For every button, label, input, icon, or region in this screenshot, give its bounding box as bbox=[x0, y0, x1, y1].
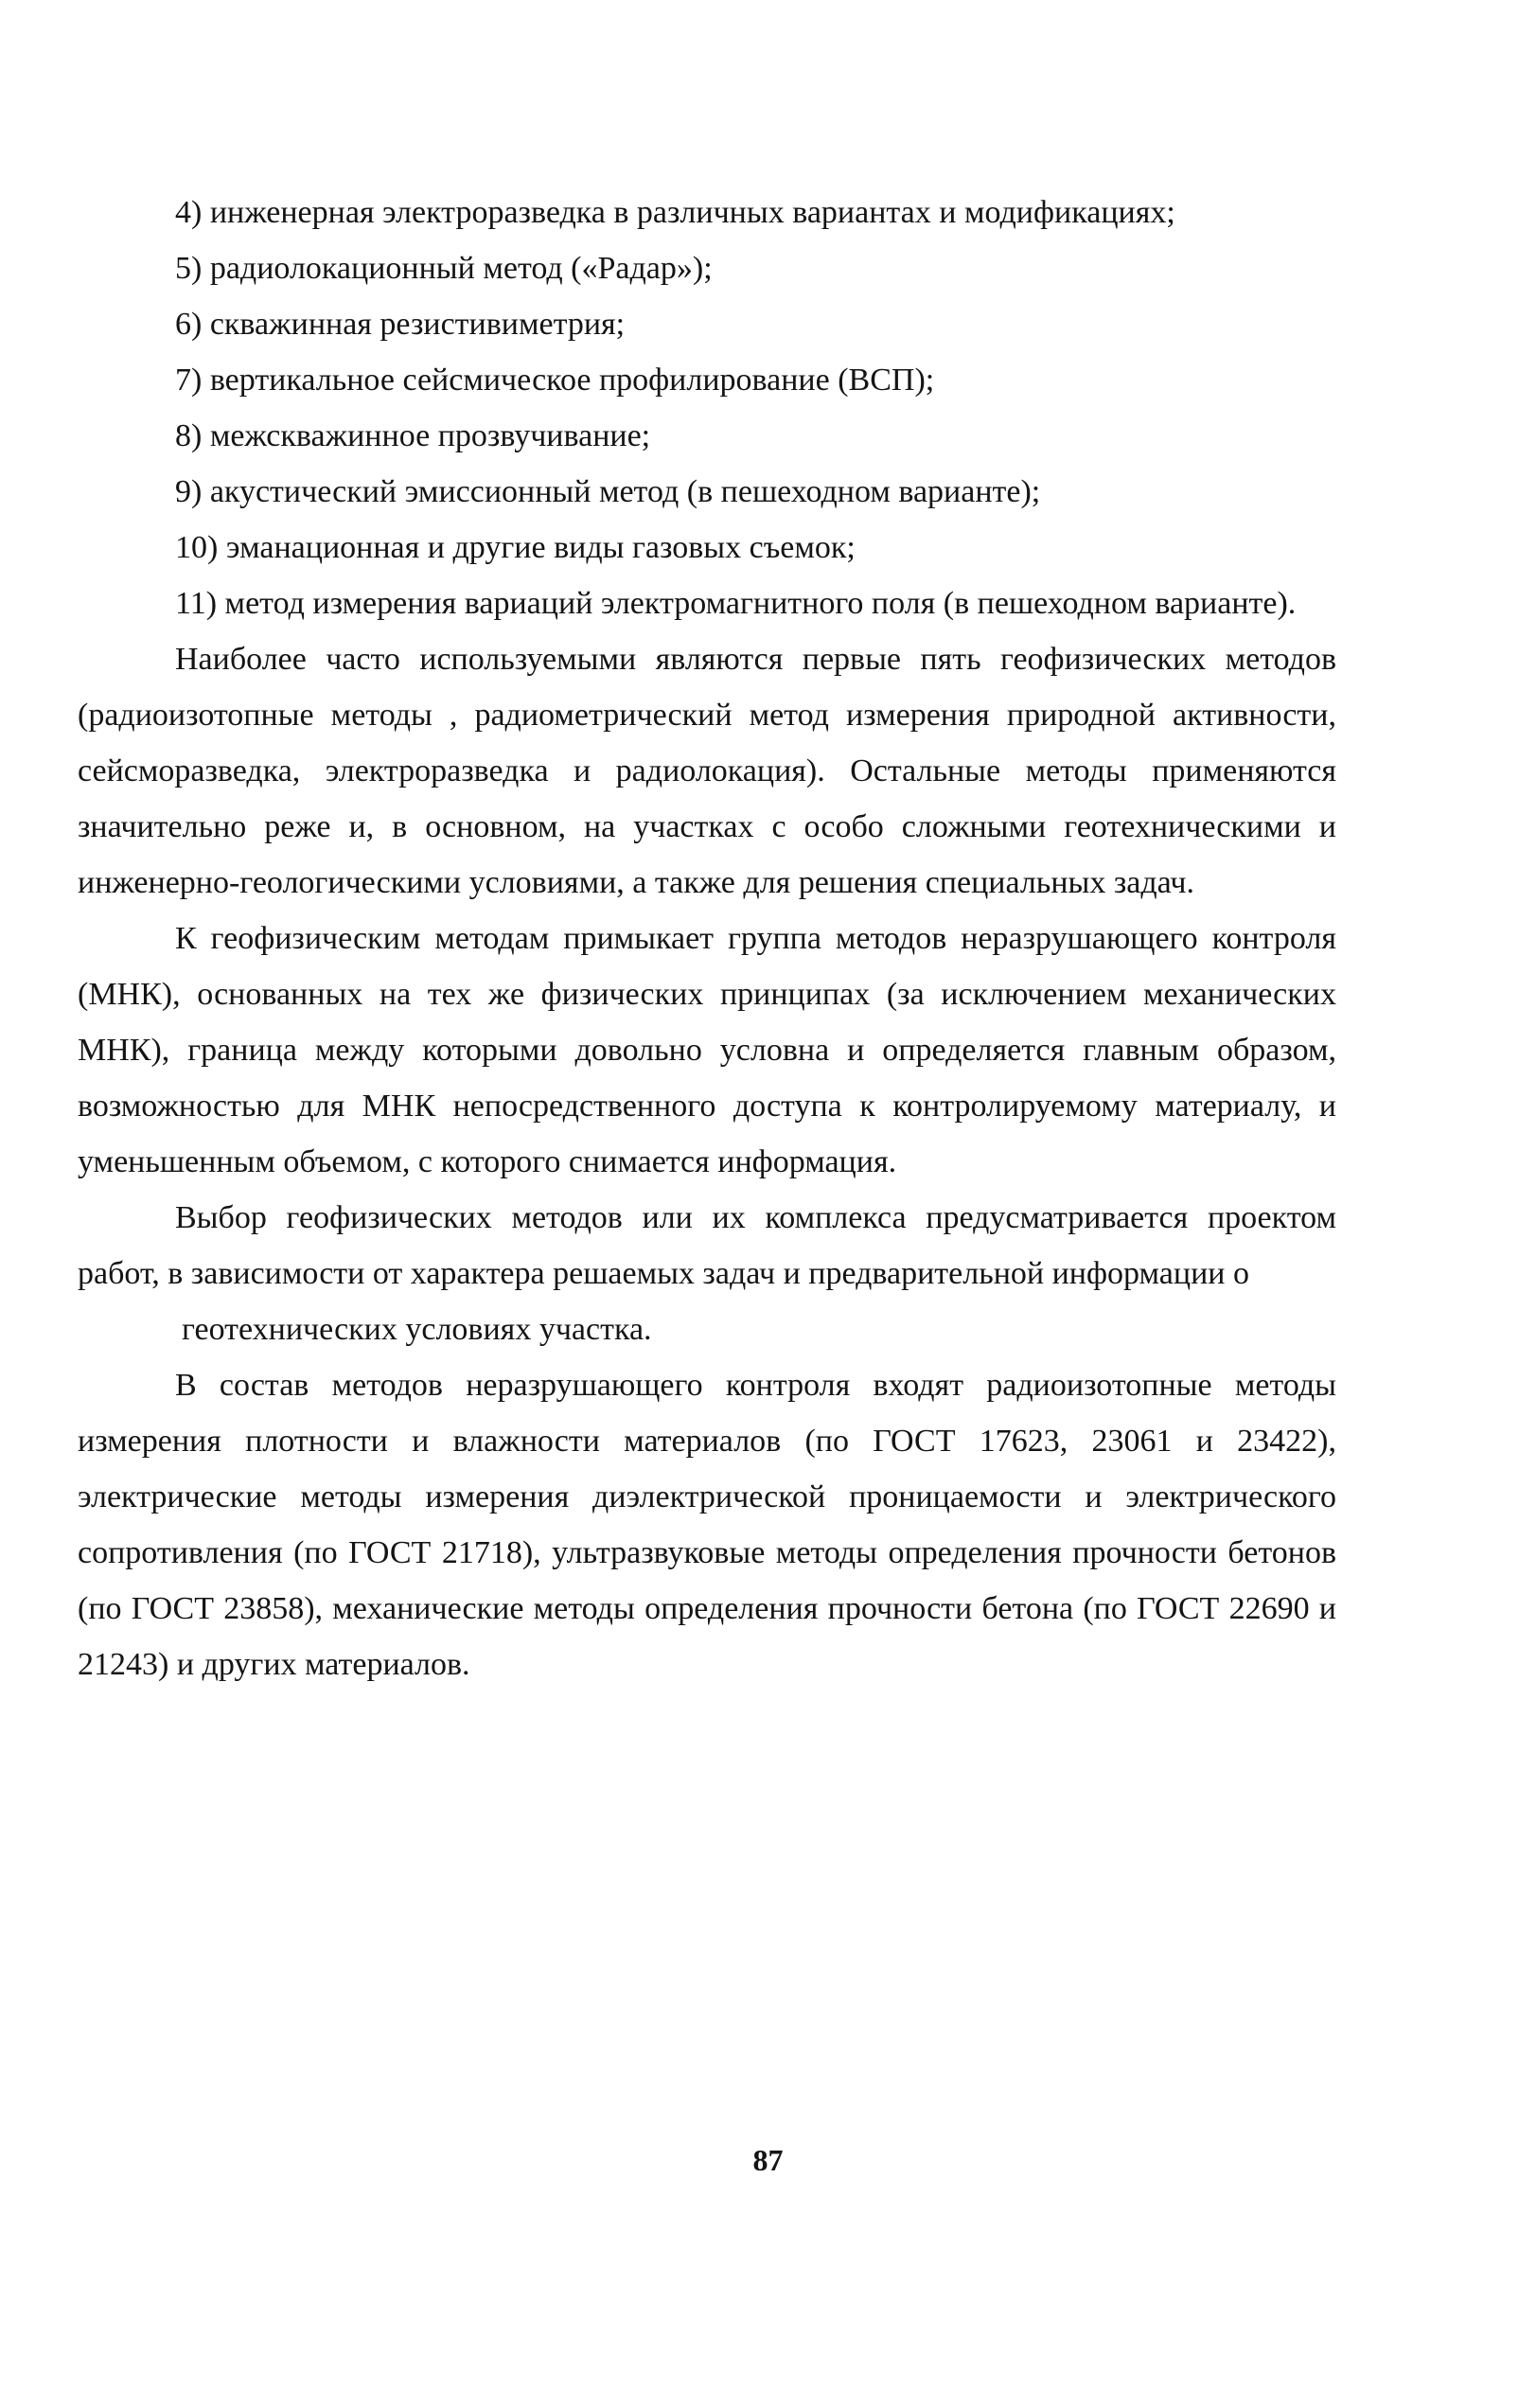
paragraph-ndt-methods: К геофизическим методам примыкает группа методов неразрушающего контроля (МНК), основанных на тех же физических принципах (за исключением механических МНК), граница между которыми довольно условна и определяется главным образом, возможностью для МНК непосредственного доступа к контролируемому материалу, и уменьшенным объемом, с которого снимается информация. bbox=[78, 921, 1336, 1179]
list-item-5: 5) радиолокационный метод («Радар»); bbox=[175, 251, 713, 286]
paragraph-ndt-composition: В состав методов неразрушающего контроля входят радиоизотопные методы измерения плотности и влажности материалов (по ГОСТ 17623, 23061 и 23422), электрические методы измерения диэлектрической проницаемости и электрического сопротивления (по ГОСТ 21718), ультразвуковые методы определения прочности бетонов (по ГОСТ 23858), механические методы определения прочности бетона (по ГОСТ 22690 и 21243) и других материалов. bbox=[78, 1368, 1336, 1682]
paragraph-method-selection-continuation: геотехнических условиях участка. bbox=[182, 1312, 652, 1347]
page-number: 87 bbox=[752, 2143, 784, 2177]
list-item-4: 4) инженерная электроразведка в различных вариантах и модификациях; bbox=[175, 195, 1175, 230]
list-item-9: 9) акустический эмиссионный метод (в пешеходном варианте); bbox=[175, 474, 1041, 509]
list-item-11: 11) метод измерения вариаций электромагнитного поля (в пешеходном варианте). bbox=[175, 586, 1297, 621]
paragraph-method-selection: Выбор геофизических методов или их комплекса предусматривается проектом работ, в зависимости от характера решаемых задач и предварительной информации о bbox=[78, 1200, 1336, 1291]
list-item-7: 7) вертикальное сейсмическое профилирование (ВСП); bbox=[175, 363, 935, 398]
list-item-10: 10) эманационная и другие виды газовых съемок; bbox=[175, 530, 856, 565]
list-item-8: 8) межскважинное прозвучивание; bbox=[175, 418, 651, 453]
list-item-6: 6) скважинная резистивиметрия; bbox=[175, 307, 626, 342]
document-page bbox=[78, 185, 1336, 1692]
paragraph-common-methods: Наиболее часто используемыми являются первые пять геофизических методов (радиоизотопные методы , радиометрический метод измерения природной активности, сейсморазведка, электроразведка и радиолокация). Остальные методы применяются значительно реже и, в основном, на участках с особо сложными геотехническими и инженерно-геологическими условиями, а также для решения специальных задач. bbox=[78, 642, 1336, 900]
